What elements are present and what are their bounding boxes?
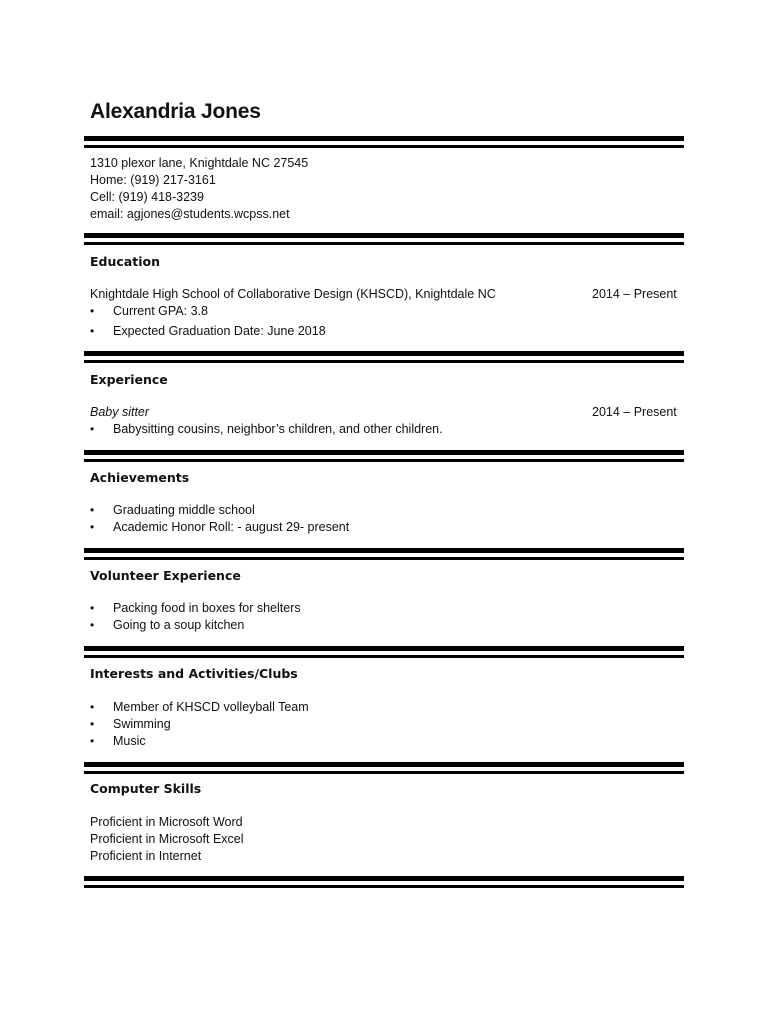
interests-heading: Interests and Activities/Clubs [90,666,298,681]
education-heading: Education [90,254,160,269]
contact-home-phone: Home: (919) 217-3161 [90,173,216,187]
section-divider [84,351,684,365]
bullet-text: Expected Graduation Date: June 2018 [113,324,326,338]
bullet-text: Packing food in boxes for shelters [113,601,301,615]
skill-line: Proficient in Internet [90,849,202,863]
experience-heading: Experience [90,372,168,387]
section-divider [84,646,684,660]
contact-cell-phone: Cell: (919) 418-3239 [90,190,204,204]
contact-address: 1310 plexor lane, Knightdale NC 27545 [90,156,309,170]
bullet-text: Current GPA: 3.8 [113,304,208,318]
section-divider [84,548,684,562]
achievements-heading: Achievements [90,470,190,485]
experience-dates: 2014 – Present [592,405,677,419]
section-divider [84,450,684,464]
bullet-text: Academic Honor Roll: - august 29- present [113,520,350,534]
bullet-icon: • [90,503,95,517]
bullet-icon: • [90,520,95,534]
volunteer-heading: Volunteer Experience [90,568,241,583]
section-divider [84,762,684,776]
bullet-icon: • [90,422,95,436]
bullet-text: Going to a soup kitchen [113,618,245,632]
bullet-icon: • [90,734,95,748]
bullet-icon: • [90,324,95,338]
bullet-icon: • [90,618,95,632]
bullet-icon: • [90,717,95,731]
bullet-icon: • [90,304,95,318]
contact-email: email: agjones@students.wcpss.net [90,207,290,221]
section-divider [84,876,684,890]
section-divider [84,233,684,247]
education-dates: 2014 – Present [592,287,677,301]
experience-role: Baby sitter [90,405,150,419]
section-divider [84,136,684,150]
bullet-text: Babysitting cousins, neighbor’s children, and other children. [113,422,443,436]
bullet-text: Music [113,734,146,748]
skill-line: Proficient in Microsoft Excel [90,832,244,846]
bullet-icon: • [90,601,95,615]
bullet-text: Member of KHSCD volleyball Team [113,700,309,714]
resume-name: Alexandria Jones [90,100,261,123]
bullet-icon: • [90,700,95,714]
skill-line: Proficient in Microsoft Word [90,815,243,829]
education-school: Knightdale High School of Collaborative Design (KHSCD), Knightdale NC [90,287,496,301]
bullet-text: Graduating middle school [113,503,255,517]
computer-skills-heading: Computer Skills [90,781,202,796]
bullet-text: Swimming [113,717,171,731]
